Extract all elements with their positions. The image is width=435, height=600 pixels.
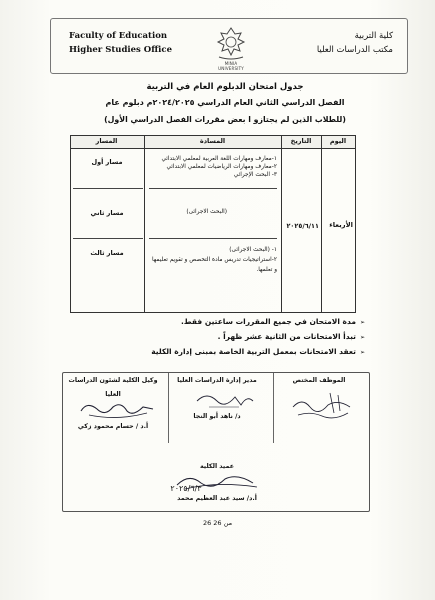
employee-signature <box>288 385 358 425</box>
dean-handwritten-date: ٢٠٢٥/٦/٣ <box>170 484 202 493</box>
row3-subject-1: ١- (البحث الاجرائى) <box>229 247 277 253</box>
column-divider <box>144 136 145 312</box>
dean-name: أ.د/ سيد عبد العظيم محمد <box>177 495 257 502</box>
exam-day: الأربعاء <box>329 221 353 229</box>
document-title: جدول امتحان الدبلوم العام في التربية <box>146 82 304 92</box>
row1-subject-1: ١-معارف ومهارات اللغة العربية لمعلمي الابتدائي <box>161 156 277 162</box>
track-divider <box>73 188 143 189</box>
director-signature <box>189 387 259 413</box>
note-item: ➢ تبدأ الامتحانات من الثانية عشر ظهراً . <box>65 329 365 344</box>
dean-title: عميد الكلية <box>199 463 235 470</box>
row1-subject-3: ٣- البحث الإجرائي <box>233 172 277 178</box>
header-track: المسار <box>95 137 118 145</box>
row3-subject-3: و تعلمها. <box>256 267 277 273</box>
subject-divider <box>149 188 277 189</box>
exam-date: ٢٠٢٥/٦/١١ <box>286 222 319 230</box>
document-subtitle: الفصل الدراسي الثاني العام الدراسي ٢٠٢٤/٢٠٢٥م دبلوم عام <box>105 98 345 107</box>
note-item: ➢ مدة الامتحان في جميع المقررات ساعتين فقط. <box>65 314 365 329</box>
document-note: (للطلاب الذين لم يجتازو ا بعض مقررات الفصل الدراسي الأول) <box>104 115 346 124</box>
row2-subject-1: (البحث الاجرائى) <box>186 209 227 215</box>
table-header-row <box>71 136 355 149</box>
exam-schedule-table <box>70 135 356 313</box>
vicedean-name: أ.د / حسام محمود زكي <box>77 423 149 430</box>
header-subject: المسادة <box>199 137 226 145</box>
office-name-ar: مكتب الدراسات العليا <box>316 45 393 55</box>
vicedean-title: وكيل الكلية لشئون الدراسات <box>68 377 158 384</box>
row2-track: مسار ثاني <box>90 209 124 217</box>
vicedean-title-cont: العليا <box>105 391 121 398</box>
letterhead <box>50 18 408 74</box>
column-divider <box>321 136 322 312</box>
track-divider <box>73 238 143 239</box>
director-name: د/ ناهد أبو النجا <box>193 413 241 420</box>
header-day: اليوم <box>329 137 347 145</box>
faculty-name-ar: كلية التربية <box>354 31 393 41</box>
row1-subject-2: ٢-معارف ومهارات الرياضيات لمعلمي الابتدائي <box>166 164 277 170</box>
row1-track: مسار أول <box>91 158 123 166</box>
faculty-name-en: Faculty of Education <box>69 31 168 41</box>
header-date: التاريخ <box>290 137 312 145</box>
exam-notes <box>65 314 365 359</box>
vicedean-signature <box>77 399 157 421</box>
page-number: 26 من 26 <box>202 519 233 527</box>
subject-divider <box>149 238 277 239</box>
employee-title: الموظف المختص <box>292 377 346 384</box>
logo-caption: MINIA UNIVERSITY <box>218 61 244 71</box>
note-item: ➢ تعقد الامتحانات بمعمل التربية الخاصة بمبنى إدارة الكلية <box>65 344 365 359</box>
column-divider <box>281 136 282 312</box>
office-name-en: Higher Studies Office <box>69 45 172 55</box>
letterhead-arabic <box>317 29 393 57</box>
signature-box <box>62 372 370 512</box>
director-title: مدير إدارة الدراسات العليا <box>177 377 257 384</box>
university-logo <box>213 25 249 69</box>
row3-subject-2: ٢-استراتيجيات تدريس مادة التخصص و تقويم تعليمها <box>151 257 277 263</box>
row3-track: مسار ثالث <box>90 249 124 257</box>
letterhead-english <box>69 29 172 57</box>
